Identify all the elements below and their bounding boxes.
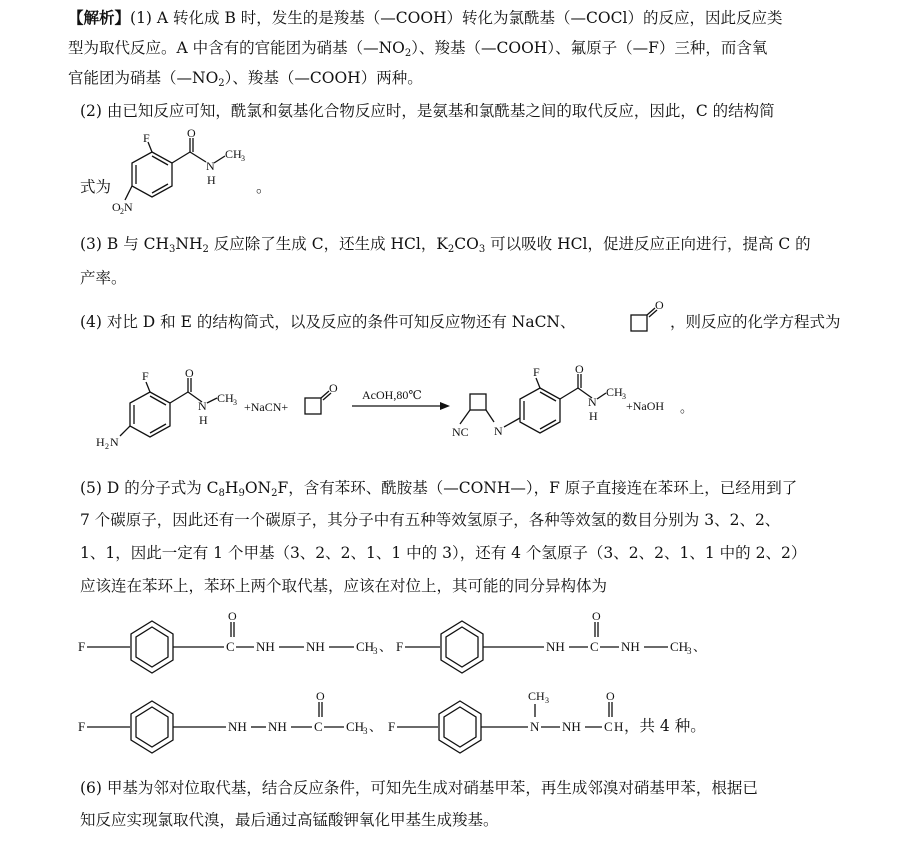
svg-text:N: N [206, 159, 215, 173]
svg-text:F: F [396, 639, 404, 654]
para2-end: 。 [256, 178, 272, 196]
svg-text:N: N [198, 399, 207, 413]
svg-text:N: N [110, 435, 119, 449]
isomers-row1 [76, 606, 716, 666]
svg-text:C: C [226, 639, 235, 654]
svg-text:、: 、 [379, 639, 393, 654]
svg-text:O: O [185, 366, 194, 380]
svg-text:F: F [533, 365, 540, 379]
svg-text:NH: NH [621, 639, 640, 654]
svg-text:CH: CH [528, 689, 545, 703]
para5-line2: 7 个碳原子，因此还有一个碳原子，其分子中有五种等效氢原子，各种等效氢的数目分别为 3、2、2、 [80, 511, 781, 529]
product-e [452, 362, 626, 439]
svg-text:+NaCN+: +NaCN+ [244, 400, 289, 414]
svg-text:H: H [96, 435, 105, 449]
svg-text:F: F [142, 369, 149, 383]
svg-text:O: O [592, 609, 601, 623]
svg-text:N: N [588, 395, 597, 409]
svg-text:、: 、 [693, 639, 707, 654]
reactant-d [96, 366, 237, 451]
para5-line1: (5) D 的分子式为 $C_8H_9ON_2F$，含有苯环、酰胺基（—CONH—），F 原子直接连在苯环上，已经用到了 [80, 479, 798, 499]
para1-line1: 【解析】(1) A 转化成 B 时，发生的是羧基（—COOH）转化为氯酰基（—COCl）的反应，因此反应类 [68, 8, 783, 27]
svg-text:O: O [112, 200, 121, 214]
svg-text:2: 2 [120, 207, 124, 216]
cyclobutanone-inline [628, 298, 668, 335]
svg-text:3: 3 [233, 398, 237, 407]
para6-line2: 知反应实现氯取代溴，最后通过高锰酸钾氧化甲基生成羧基。 [80, 811, 499, 829]
svg-text:F: F [143, 131, 150, 145]
svg-text:CH: CH [606, 385, 623, 399]
svg-text:CH: CH [356, 639, 375, 654]
para1-line3: 官能团为硝基$(—NO_2)$、羧基（—COOH）两种。 [68, 69, 423, 89]
svg-text:F: F [388, 719, 396, 734]
svg-text:。: 。 [680, 400, 694, 415]
reaction-arrow [352, 388, 450, 410]
para3-line1: (3) B 与 $CH_3NH_2$ 反应除了生成 C，还生成 HCl，$K_2CO_3$ 可以吸收 HCl，促进反应正向进行，提高 C 的 [80, 235, 811, 255]
svg-text:CH: CH [217, 391, 234, 405]
svg-text:2: 2 [105, 442, 109, 451]
svg-text:NH: NH [256, 639, 275, 654]
svg-text:NH: NH [228, 719, 247, 734]
svg-text:3: 3 [241, 154, 245, 163]
svg-text:H: H [207, 173, 216, 187]
para5-line3: 1、1，因此一定有 1 个甲基（3、2、2、1、1 中的 3），还有 4 个氢原子（3、2、2、1、1 中的 2、2） [80, 544, 807, 562]
svg-text:3: 3 [373, 646, 378, 656]
svg-text:F: F [78, 639, 86, 654]
svg-text:O: O [316, 689, 325, 703]
svg-text:O: O [228, 609, 237, 623]
para2-line2: 式为 [80, 178, 112, 196]
svg-text:AcOH,80℃: AcOH,80℃ [362, 388, 422, 402]
isomer-1 [78, 609, 392, 673]
svg-text:C: C [314, 719, 323, 734]
reaction-equation [90, 362, 810, 462]
svg-text:O: O [187, 126, 196, 140]
isomer-4 [388, 689, 623, 753]
isomer-3 [78, 689, 382, 753]
svg-text:NH: NH [306, 639, 325, 654]
svg-text:3: 3 [687, 646, 692, 656]
svg-text:CH: CH [346, 719, 365, 734]
svg-text:H: H [199, 413, 208, 427]
para5-line4: 应该连在苯环上，苯环上两个取代基，应该在对位上，其可能的同分异构体为 [80, 577, 608, 595]
isomer-2 [396, 609, 706, 673]
svg-text:N: N [124, 200, 133, 214]
svg-text:N: N [494, 424, 503, 438]
para2-line1: (2) 由已知反应可知，酰氯和氨基化合物反应时，是氨基和氯酰基之间的取代反应，因此，C 的结构简 [80, 102, 775, 120]
para4-line1b: ，则反应的化学方程式为 [670, 313, 841, 331]
svg-text:O: O [329, 381, 338, 395]
svg-text:CH: CH [670, 639, 689, 654]
svg-text:CH: CH [225, 147, 242, 161]
svg-text:F: F [78, 719, 86, 734]
isomers-row2 [76, 686, 716, 758]
para4-line1a: (4) 对比 D 和 E 的结构简式，以及反应的条件可知反应物还有 NaCN、 [80, 313, 576, 331]
para6-line1: (6) 甲基为邻对位取代基，结合反应条件，可知先生成对硝基甲苯，再生成邻溴对硝基甲苯，根据已 [80, 779, 758, 797]
cyclobutanone [305, 381, 338, 414]
svg-text:H: H [614, 719, 624, 734]
svg-text:3: 3 [363, 726, 368, 736]
svg-text:NH: NH [546, 639, 565, 654]
svg-text:3: 3 [622, 392, 626, 401]
analysis-tag: 【解析】 [68, 8, 131, 27]
svg-text:、: 、 [369, 719, 383, 734]
svg-text:NH: NH [268, 719, 287, 734]
svg-text:3: 3 [545, 696, 549, 705]
para5-end: ，共 4 种。 [624, 717, 706, 735]
svg-text:NC: NC [452, 425, 469, 439]
svg-text:C: C [590, 639, 599, 654]
structure-c [112, 126, 262, 222]
para1-line2: 型为取代反应。A 中含有的官能团为硝基$(—NO_2)$、羧基（—COOH）、氟原子（—F）三种，而含氧 [68, 39, 768, 59]
svg-text:N: N [530, 719, 540, 734]
svg-text:O: O [606, 689, 615, 703]
svg-text:+NaOH: +NaOH [626, 399, 665, 413]
svg-text:NH: NH [562, 719, 581, 734]
para3-line2: 产率。 [80, 269, 127, 287]
svg-text:O: O [655, 298, 664, 312]
svg-text:C: C [604, 719, 613, 734]
svg-text:H: H [589, 409, 598, 423]
svg-text:O: O [575, 362, 584, 376]
